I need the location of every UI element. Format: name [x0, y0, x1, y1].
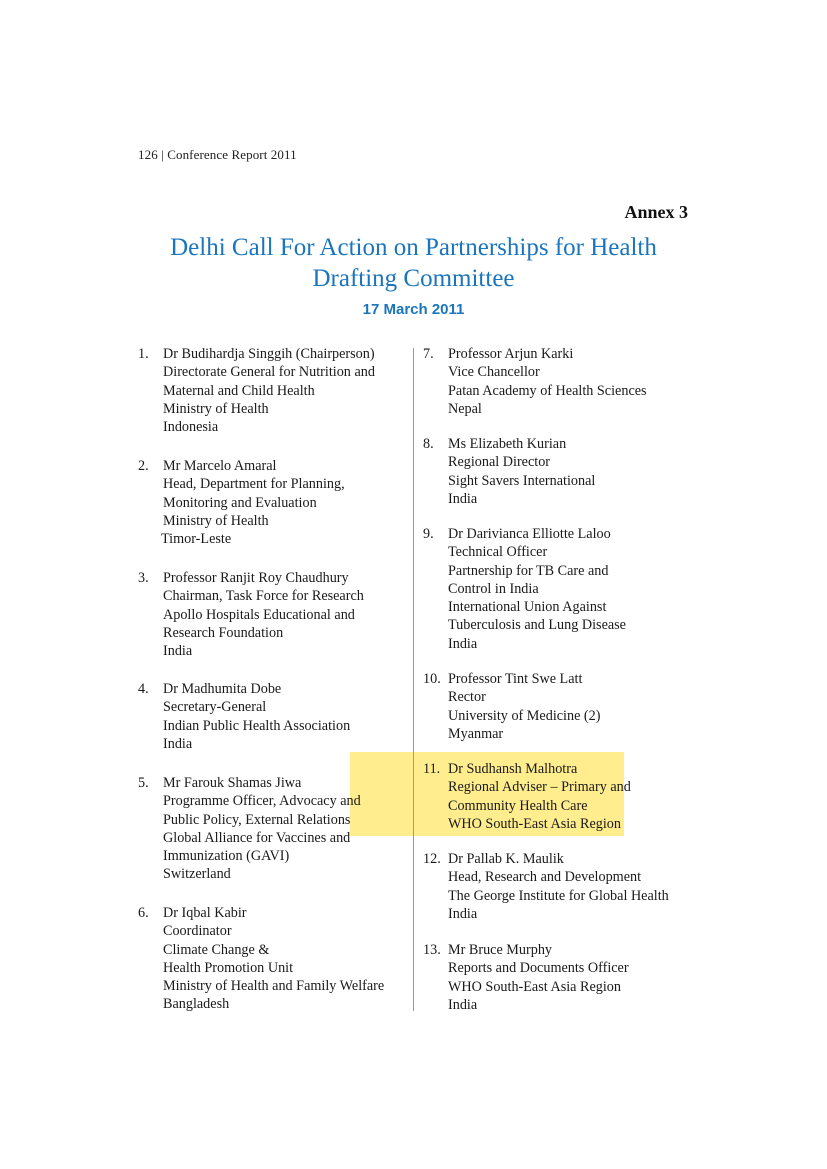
title-line-2: Drafting Committee: [312, 265, 515, 292]
member-name: Professor Arjun Karki: [448, 346, 574, 362]
page-date: 17 March 2011: [362, 301, 465, 318]
member-detail: Programme Officer, Advocacy and: [163, 793, 361, 810]
member-detail: Climate Change &: [163, 941, 270, 958]
member-detail: Indian Public Health Association: [163, 717, 351, 734]
member-detail: Community Health Care: [448, 797, 588, 814]
member-name: Dr Darivianca Elliotte Laloo: [448, 526, 611, 542]
member-detail: Coordinator: [163, 923, 232, 940]
member-country: Indonesia: [163, 419, 219, 436]
member-name: Dr Sudhansh Malhotra: [448, 761, 578, 777]
member-country: Timor-Leste: [161, 531, 232, 548]
member-detail: Maternal and Child Health: [163, 382, 315, 399]
member-detail: Vice Chancellor: [448, 364, 540, 381]
member-name: Dr Budihardja Singgih (Chairperson): [163, 346, 375, 362]
member-country: India: [448, 996, 478, 1013]
member-detail: Technical Officer: [448, 544, 548, 561]
member-number: 5.: [138, 775, 149, 791]
title-line-1: Delhi Call For Action on Partnerships for Health: [170, 234, 657, 261]
member-detail: Apollo Hospitals Educational and: [163, 606, 355, 623]
member-detail: Regional Adviser – Primary and: [448, 779, 631, 796]
member-country: Nepal: [448, 400, 482, 417]
member-number: 1.: [138, 346, 149, 362]
member-detail: Regional Director: [448, 454, 551, 471]
member-number: 4.: [138, 681, 149, 697]
member-detail: Monitoring and Evaluation: [163, 494, 317, 511]
member-detail: Ministry of Health and Family Welfare: [163, 978, 385, 995]
member-name: Dr Pallab K. Maulik: [448, 851, 564, 867]
member-name: Professor Tint Swe Latt: [448, 671, 583, 687]
member-number: 11.: [423, 761, 441, 777]
member-country: Switzerland: [163, 866, 231, 883]
member-detail: International Union Against: [448, 599, 607, 616]
member-country: India: [163, 735, 193, 752]
member-name: Mr Farouk Shamas Jiwa: [163, 775, 302, 791]
member-detail: Patan Academy of Health Sciences: [448, 382, 647, 399]
running-head: 126 | Conference Report 2011: [138, 147, 297, 162]
member-detail: WHO South-East Asia Region: [448, 815, 621, 832]
member-country: Myanmar: [448, 725, 504, 742]
member-number: 10.: [423, 671, 441, 687]
member-detail: Global Alliance for Vaccines and: [163, 829, 351, 846]
member-detail: Public Policy, External Relations: [163, 811, 351, 828]
member-detail: WHO South-East Asia Region: [448, 978, 621, 995]
member-detail: Research Foundation: [163, 624, 284, 641]
member-detail: Tuberculosis and Lung Disease: [448, 617, 626, 634]
member-number: 8.: [423, 436, 434, 452]
member-detail: Ministry of Health: [163, 512, 269, 529]
member-name: Mr Bruce Murphy: [448, 942, 553, 958]
member-country: India: [448, 905, 478, 922]
member-name: Dr Madhumita Dobe: [163, 681, 282, 697]
member-country: India: [448, 490, 478, 507]
member-detail: Ministry of Health: [163, 400, 269, 417]
member-detail: Health Promotion Unit: [163, 959, 294, 976]
member-detail: Head, Research and Development: [448, 869, 642, 886]
member-detail: Head, Department for Planning,: [163, 476, 345, 493]
member-number: 6.: [138, 905, 149, 921]
member-number: 13.: [423, 942, 441, 958]
member-name: Professor Ranjit Roy Chaudhury: [163, 570, 349, 586]
member-detail: Secretary-General: [163, 699, 267, 716]
page-title: [138, 232, 689, 294]
member-number: 3.: [138, 570, 149, 586]
member-country: India: [448, 635, 478, 652]
member-detail: Rector: [448, 689, 486, 706]
member-detail: Reports and Documents Officer: [448, 960, 629, 977]
member-detail: Sight Savers International: [448, 472, 596, 489]
member-country: India: [163, 643, 193, 660]
member-detail: Control in India: [448, 580, 539, 597]
annex-label: Annex 3: [624, 202, 688, 222]
member-detail: Partnership for TB Care and: [448, 562, 609, 579]
member-number: 2.: [138, 458, 149, 474]
member-detail: Chairman, Task Force for Research: [163, 588, 364, 605]
member-number: 7.: [423, 346, 434, 362]
member-name: Mr Marcelo Amaral: [163, 458, 277, 474]
member-number: 12.: [423, 851, 441, 867]
member-name: Ms Elizabeth Kurian: [448, 436, 567, 452]
column-divider: [413, 348, 414, 1011]
member-number: 9.: [423, 526, 434, 542]
member-detail: Immunization (GAVI): [163, 848, 290, 865]
member-detail: The George Institute for Global Health: [448, 887, 669, 904]
member-name: Dr Iqbal Kabir: [163, 905, 247, 921]
member-detail: University of Medicine (2): [448, 707, 601, 724]
member-country: Bangladesh: [163, 996, 230, 1013]
member-detail: Directorate General for Nutrition and: [163, 364, 375, 381]
